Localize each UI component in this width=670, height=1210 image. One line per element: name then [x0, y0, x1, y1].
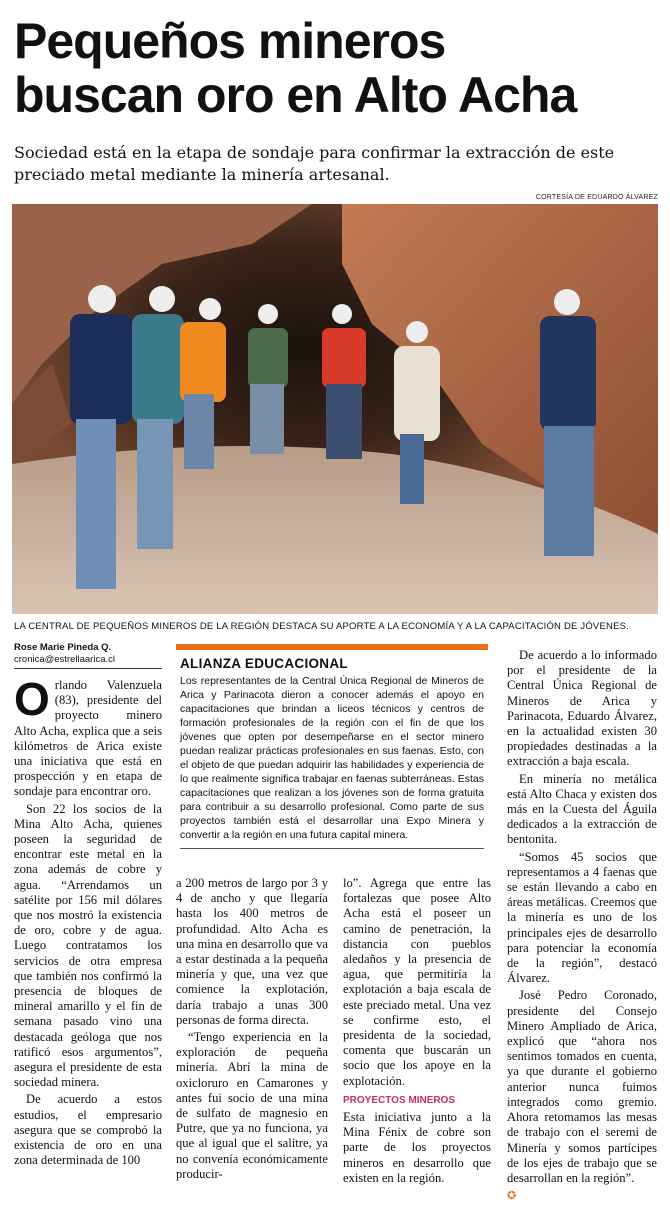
byline-email[interactable]: cronica@estrellaarica.cl	[14, 654, 115, 665]
paragraph: a 200 metros de largo por 3 y 4 de ancho y que llegaría hasta los 400 metros de profundidad. Alto Acha es una mina en desarrollo que va a estar destinada a la pequeña minería y que, una vez que comience la explotación, daría trabajo a unas 300 personas de forma directa.	[176, 876, 328, 1027]
box-title: ALIANZA EDUCACIONAL	[180, 656, 348, 671]
byline-name: Rose Marie Pineda Q.	[14, 642, 112, 653]
paragraph: “Tengo experiencia en la exploración de pequeña minería. Abrí la mina de oxicloruro en Camarones y antes fui socio de una mina de sulfato de magnesio en Putre, que ya no funciona, ya que al igual que el salitre, ya no convenía económicamente producir-	[176, 1030, 328, 1181]
article-column-2	[176, 876, 328, 1184]
paragraph: “Somos 45 socios que representamos a 4 faenas que se están llevando a cabo en áreas metálicas. Creemos que la minería es uno de los principales ejes de desarrollo para potenciar la economía de la región”, destacó Álvarez.	[507, 849, 657, 986]
article-column-4	[507, 648, 657, 1203]
box-accent-bar	[176, 644, 488, 650]
article-subheadline: Sociedad está en la etapa de sondaje para confirmar la extracción de este preciado metal mediante la minería artesanal.	[14, 143, 615, 184]
article-photo	[12, 204, 658, 614]
paragraph: En minería no metálica está Alto Chaca y existen dos más en la Cuesta del Águila dedicados a la extracción de bentonita.	[507, 771, 657, 847]
paragraph: Son 22 los socios de la Mina Alto Acha, quienes poseen la seguridad de encontrar este metal en la zona además de cobre y agua. “Arrendamos un satélite por 156 mil dólares que nos mostró la existencia de oro, cobre y de agua. Luego contratamos los servicios de otra empresa que también nos confirmó la presencia de bloques de mineral amarillo y el fin de semana pasado vino una destacada geóloga que nos ratificó esos argumentos”, asegura el presidente de esta sociedad minera.	[14, 801, 162, 1090]
headline-line-1: Pequeños mineros	[14, 13, 446, 69]
paragraph: De acuerdo a estos estudios, el empresario asegura que se comprobó la existencia de oro en una zona determinada de 100	[14, 1092, 162, 1168]
photo-credit: CORTESÍA DE EDUARDO ÁLVAREZ	[535, 194, 658, 201]
article-column-1	[14, 673, 162, 1171]
byline	[14, 642, 162, 669]
paragraph: rlando Valenzuela (83), presidente del proyecto minero Alto Acha, explica que a seis kilómetros de Arica existe una iniciativa que está en prospección y en etapa de sondaje para encontrar oro.	[14, 678, 162, 799]
article-column-3	[343, 876, 491, 1188]
headline-line-2: buscan oro en Alto Acha	[14, 67, 577, 123]
photo-caption: LA CENTRAL DE PEQUEÑOS MINEROS DE LA REGIÓN DESTACA SU APORTE A LA ECONOMÍA Y A LA CAPACITACIÓN DE JÓVENES.	[14, 621, 629, 632]
drop-cap: O	[14, 673, 50, 725]
paragraph: José Pedro Coronado, presidente del Consejo Minero Ampliado de Arica, explicó que “ahora nos sentimos tomados en cuenta, ya que durante el gobierno anterior nunca fuimos integrados como gremio. Ahora retomamos las mesas de trabajo con el seremi de Minería y somos partícipes de los ejes de trabajo que se desarrollan en la región”.	[507, 988, 657, 1185]
sidebar-box	[176, 644, 488, 849]
article-headline	[14, 14, 664, 122]
paragraph: De acuerdo a lo informado por el presidente de la Central Única Regional de Mineros de Arica y Parinacota, Eduardo Álvarez, en la actualidad existen 30 propiedades destinadas a la extracción a baja escala.	[507, 648, 657, 769]
section-subtitle: PROYECTOS MINEROS	[343, 1094, 456, 1106]
paragraph: Esta iniciativa junto a la Mina Fénix de cobre son parte de los proyectos mineros en desarrollo que existen en la región.	[343, 1110, 491, 1185]
paragraph: lo”. Agrega que entre las fortalezas que posee Alto Acha está el poseer un camino de penetración, la distancia con pueblos aledaños y la presencia de agua, que permitiría la explotación a baja escala de este preciado metal. Una vez se confirme esto, el presidenta de la sociedad, comenta que buscarán un socio que los apoye en la explotación.	[343, 876, 491, 1088]
box-body: Los representantes de la Central Única Regional de Mineros de Arica y Parinacota dieron a conocer además el apoyo en capacitaciones que brindan a liceos técnicos y centros de formación profesionales de la región con el fin de que los jóvenes que opten por desempeñarse en el sector minero puedan realizar prácticas profesionales en sus faenas. Esto, con el objeto de que puedan adquirir las habilidades y experiencia de lo que realmente significa trabajar en faenas subterráneas. Estas capacitaciones que realizan a los jóvenes son de forma gratuita para contribuir a su desarrollo profesional. Como parte de sus proyectos también está el desarrollar una Expo Minera y convertir a la región en una futura capital minera.	[180, 674, 484, 849]
miner-figure	[540, 289, 596, 556]
end-mark-icon: ✪	[507, 1189, 517, 1203]
